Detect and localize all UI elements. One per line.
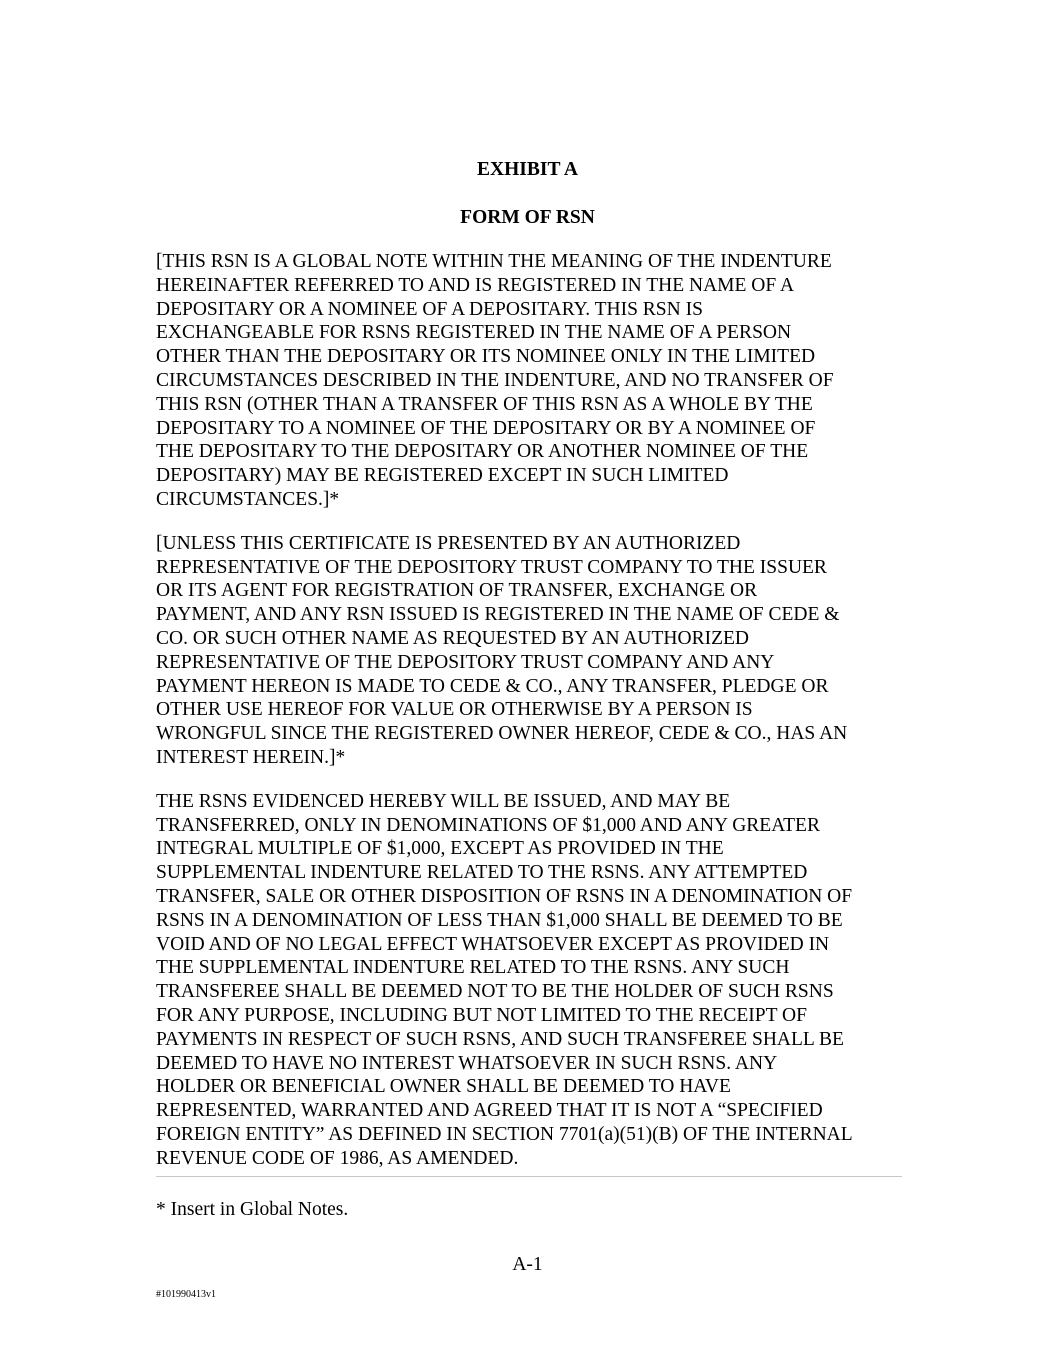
exhibit-heading: EXHIBIT A xyxy=(477,159,578,180)
footnote: * Insert in Global Notes. xyxy=(156,1199,349,1220)
form-heading: FORM OF RSN xyxy=(460,207,595,228)
document-id: #101990413v1 xyxy=(156,1289,216,1300)
footnote-divider xyxy=(156,1176,902,1177)
dtc-legend-paragraph: [UNLESS THIS CERTIFICATE IS PRESENTED BY AN AUTHORIZED REPRESENTATIVE OF THE DEPOSITORY TRUST COMPANY TO THE ISSUER OR ITS AGENT FOR REGISTRATION OF TRANSFER, EXCHANGE OR PAYMENT, AND ANY RSN ISSUED IS REGISTERED IN THE NAME OF CEDE & CO. OR SUCH OTHER NAME AS REQUESTED BY AN AUTHORIZED REPRESENTATIVE OF THE DEPOSITORY TRUST COMPANY AND ANY PAYMENT HEREON IS MADE TO CEDE & CO., ANY TRANSFER, PLEDGE OR OTHER USE HEREOF FOR VALUE OR OTHERWISE BY A PERSON IS WRONGFUL SINCE THE REGISTERED OWNER HEREOF, CEDE & CO., HAS AN INTEREST HEREIN.]* xyxy=(156,532,848,768)
global-note-legend-paragraph: [THIS RSN IS A GLOBAL NOTE WITHIN THE MEANING OF THE INDENTURE HEREINAFTER REFERRED TO AND IS REGISTERED IN THE NAME OF A DEPOSITARY OR A NOMINEE OF A DEPOSITARY. THIS RSN IS EXCHANGEABLE FOR RSNS REGISTERED IN THE NAME OF A PERSON OTHER THAN THE DEPOSITARY OR ITS NOMINEE ONLY IN THE LIMITED CIRCUMSTANCES DESCRIBED IN THE INDENTURE, AND NO TRANSFER OF THIS RSN (OTHER THAN A TRANSFER OF THIS RSN AS A WHOLE BY THE DEPOSITARY TO A NOMINEE OF THE DEPOSITARY OR BY A NOMINEE OF THE DEPOSITARY TO THE DEPOSITARY OR ANOTHER NOMINEE OF THE DEPOSITARY) MAY BE REGISTERED EXCEPT IN SUCH LIMITED CIRCUMSTANCES.]* xyxy=(156,251,834,510)
denomination-legend-paragraph: THE RSNS EVIDENCED HEREBY WILL BE ISSUED, AND MAY BE TRANSFERRED, ONLY IN DENOMINATIONS OF $1,000 AND ANY GREATER INTEGRAL MULTIPLE OF $1,000, EXCEPT AS PROVIDED IN THE SUPPLEMENTAL INDENTURE RELATED TO THE RSNS. ANY ATTEMPTED TRANSFER, SALE OR OTHER DISPOSITION OF RSNS IN A DENOMINATION OF RSNS IN A DENOMINATION OF LESS THAN $1,000 SHALL BE DEEMED TO BE VOID AND OF NO LEGAL EFFECT WHATSOEVER EXCEPT AS PROVIDED IN THE SUPPLEMENTAL INDENTURE RELATED TO THE RSNS. ANY SUCH TRANSFEREE SHALL BE DEEMED NOT TO BE THE HOLDER OF SUCH RSNS FOR ANY PURPOSE, INCLUDING BUT NOT LIMITED TO THE RECEIPT OF PAYMENTS IN RESPECT OF SUCH RSNS, AND SUCH TRANSFEREE SHALL BE DEEMED TO HAVE NO INTEREST WHATSOEVER IN SUCH RSNS. ANY HOLDER OR BENEFICIAL OWNER SHALL BE DEEMED TO HAVE REPRESENTED, WARRANTED AND AGREED THAT IT IS NOT A “SPECIFIED FOREIGN ENTITY” AS DEFINED IN SECTION 7701(a)(51)(B) OF THE INTERNAL REVENUE CODE OF 1986, AS AMENDED. xyxy=(156,790,853,1169)
page-number: A-1 xyxy=(512,1254,543,1275)
document-body xyxy=(156,250,916,1190)
